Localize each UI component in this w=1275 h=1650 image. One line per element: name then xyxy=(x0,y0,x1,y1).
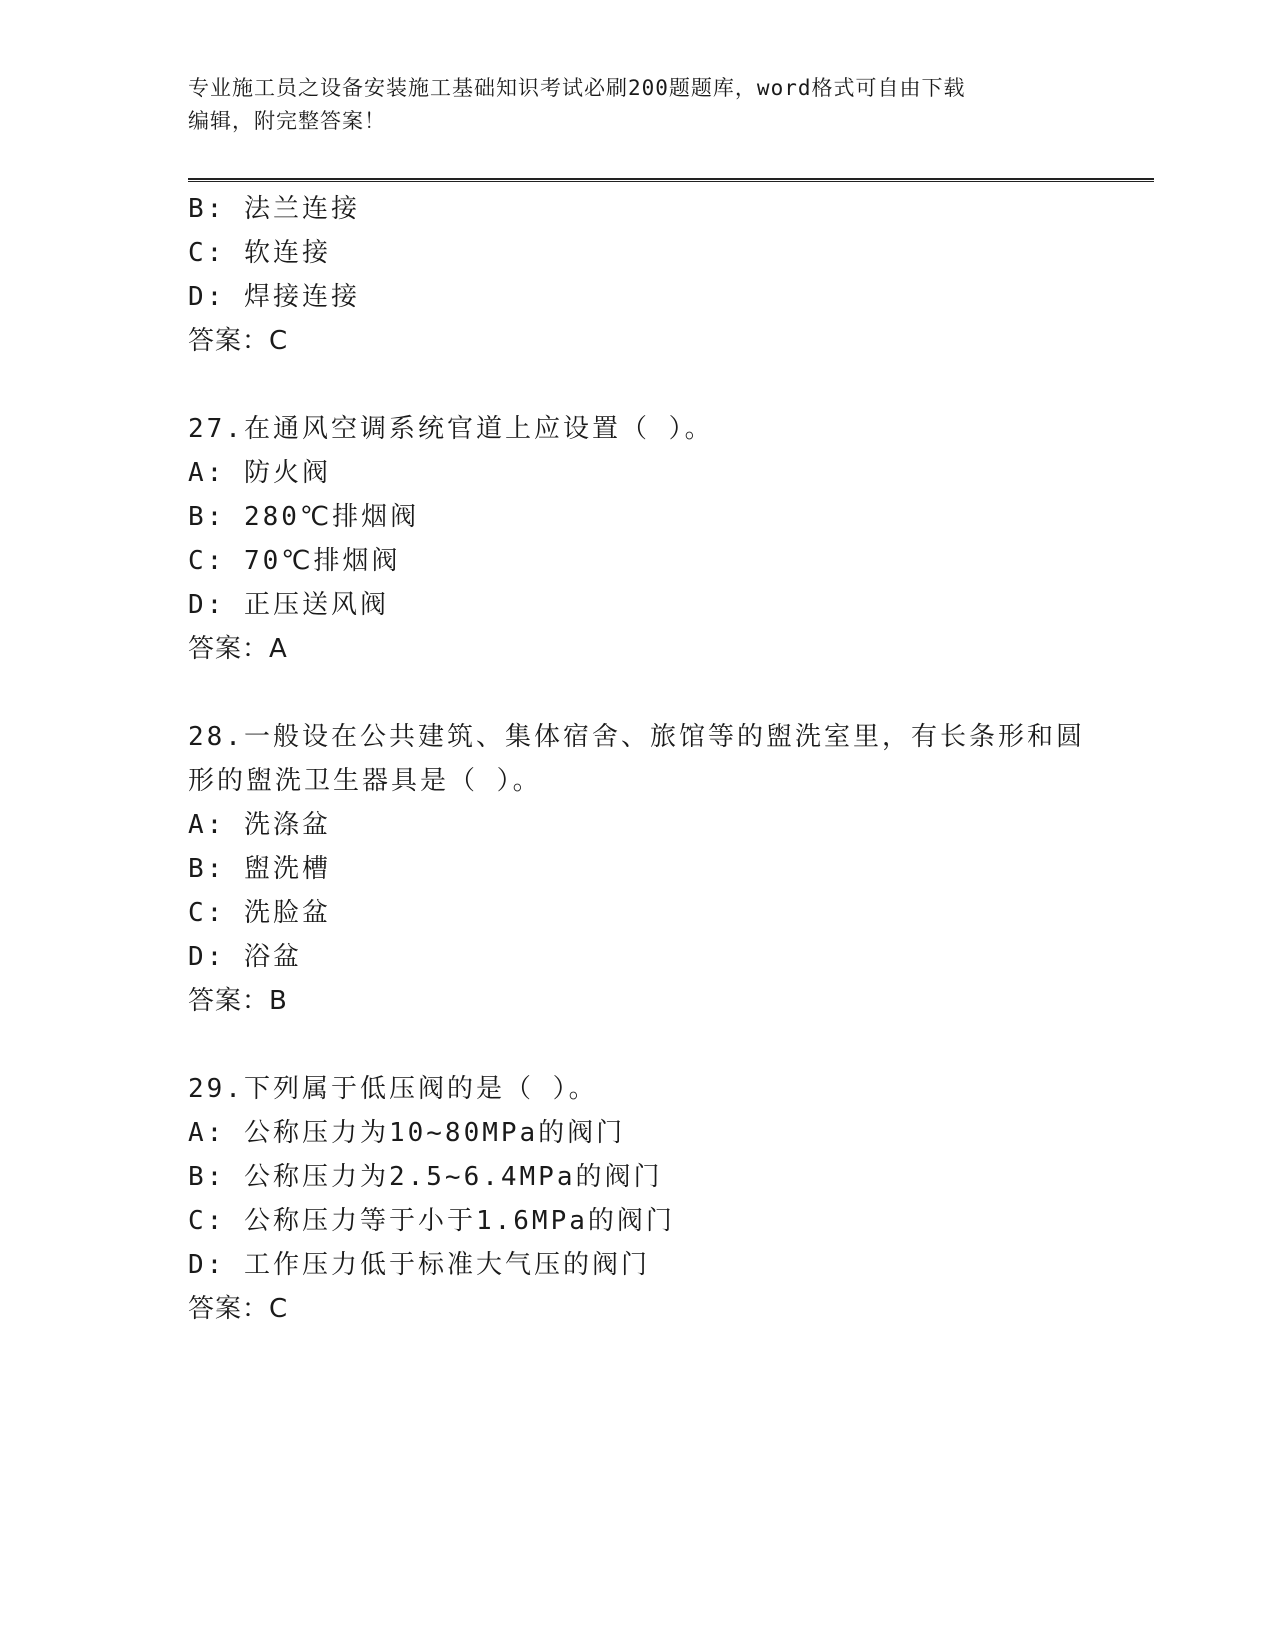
q27-question: 27.在通风空调系统官道上应设置（ ）。 xyxy=(188,414,714,444)
q28-question-line-1: 28.一般设在公共建筑、集体宿舍、旅馆等的盥洗室里，有长条形和圆 xyxy=(188,722,1085,752)
q28-question-line-2: 形的盥洗卫生器具是（ ）。 xyxy=(188,766,542,796)
q26-answer: 答案：C xyxy=(188,326,289,356)
q27-option-c: C: 70℃排烟阀 xyxy=(188,546,401,576)
q28-answer: 答案：B xyxy=(188,986,288,1016)
q29-answer: 答案：C xyxy=(188,1294,289,1324)
q28-option-d: D: 浴盆 xyxy=(188,942,302,972)
q29-option-c: C: 公称压力等于小于1.6MPa的阀门 xyxy=(188,1206,675,1236)
q26-option-c: C: 软连接 xyxy=(188,238,331,268)
q27-answer: 答案：A xyxy=(188,634,288,664)
q29-option-d: D: 工作压力低于标准大气压的阀门 xyxy=(188,1250,650,1280)
q26-option-b: B: 法兰连接 xyxy=(188,194,360,224)
header-line-1: 专业施工员之设备安装施工基础知识考试必刷200题题库，word格式可自由下载 xyxy=(188,76,966,100)
q27-option-a: A: 防火阀 xyxy=(188,458,331,488)
q28-option-b: B: 盥洗槽 xyxy=(188,854,331,884)
page-header xyxy=(188,72,1068,138)
q28-option-c: C: 洗脸盆 xyxy=(188,898,331,928)
header-line-2: 编辑，附完整答案！ xyxy=(188,109,386,133)
q27-option-d: D: 正压送风阀 xyxy=(188,590,389,620)
q27-option-b: B: 280℃排烟阀 xyxy=(188,502,420,532)
header-divider xyxy=(188,178,1154,182)
q29-question: 29.下列属于低压阀的是（ ）。 xyxy=(188,1074,598,1104)
q28-option-a: A: 洗涤盆 xyxy=(188,810,331,840)
q26-option-d: D: 焊接连接 xyxy=(188,282,360,312)
q29-option-b: B: 公称压力为2.5~6.4MPa的阀门 xyxy=(188,1162,663,1192)
q29-option-a: A: 公称压力为10~80MPa的阀门 xyxy=(188,1118,626,1148)
